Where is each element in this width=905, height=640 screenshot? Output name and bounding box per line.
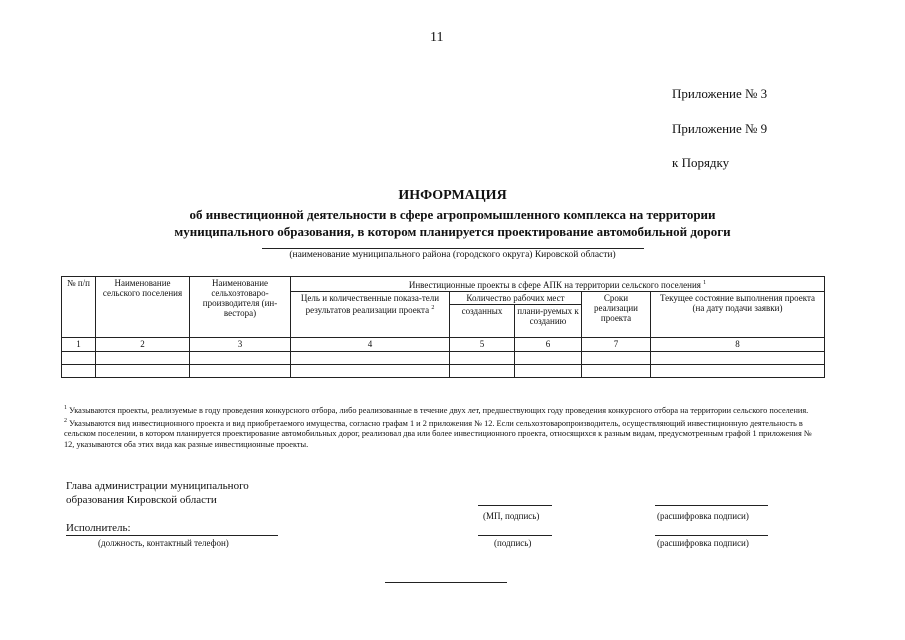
header-col-num: № п/п bbox=[62, 277, 96, 338]
to-order-label: к Порядку bbox=[672, 155, 730, 170]
header-col-planned: плани-руемых к созданию bbox=[515, 305, 582, 338]
header-group-projects: Инвестиционные проекты в сфере АПК на территории сельского поселения $^1$ bbox=[291, 277, 825, 292]
header-group-jobs: Количество рабочих мест bbox=[450, 292, 582, 305]
appendix-3-label: Приложение № 3 bbox=[672, 86, 768, 101]
appendix-9-label: Приложение № 9 bbox=[672, 121, 768, 136]
head-title-line-1: Глава администрации муниципального bbox=[66, 480, 249, 492]
header-col-terms: Сроки реализации проекта bbox=[582, 292, 651, 338]
footnote-1: $^1$ Указываются проекты, реализуемые в году проведения конкурсного отбора, либо реализованные в течение двух лет, предшествующих году проведения конкурсного отбора на территории сельского поселения. bbox=[64, 405, 809, 415]
document-subtitle-line-2: муниципального образования, в котором планируется проектирование автомобильной дороги bbox=[174, 224, 731, 239]
document-subtitle-line-1: об инвестиционной деятельности в сфере агропромышленного комплекса на территории bbox=[189, 207, 716, 222]
signature-line bbox=[478, 535, 552, 536]
column-number: 4 bbox=[291, 338, 450, 352]
footnote-2: $^2$ Указываются вид инвестиционного проекта и вид приобретаемого имущества, согласно графам 1 и 2 приложения № 12. Если сельхозтоваропроизводитель, осуществляющий инвестиционную деятельность в сельском поселении, в котором планируется проектирование автомобильных дорог, реализовал два или более инвестиционного проекта, относящихся к разным видам, предусмотренным графой 1 приложения № 12, указываются оба этих вида как разные инвестиционные проекты. bbox=[64, 418, 812, 449]
column-number: 6 bbox=[515, 338, 582, 352]
footnotes bbox=[64, 403, 824, 450]
header-col-goal: Цель и количественные показа-тели результатов реализации проекта $^2$ bbox=[291, 292, 450, 338]
column-number: 1 bbox=[62, 338, 96, 352]
column-number: 8 bbox=[651, 338, 825, 352]
signature-line bbox=[655, 505, 768, 506]
header-col-created: созданных bbox=[450, 305, 515, 338]
document-title: ИНФОРМАЦИЯ bbox=[398, 188, 507, 203]
footnote-ref-2: 2 bbox=[431, 305, 435, 311]
decoding-caption-1: (расшифровка подписи) bbox=[657, 511, 749, 521]
column-numbers-row bbox=[62, 338, 825, 352]
executor-label: Исполнитель: bbox=[66, 522, 131, 534]
signature-caption: (подпись) bbox=[494, 538, 532, 548]
empty-row bbox=[62, 352, 825, 365]
investment-info-table bbox=[61, 276, 825, 378]
column-number: 2 bbox=[96, 338, 190, 352]
position-phone-caption: (должность, контактный телефон) bbox=[98, 538, 229, 548]
column-number: 7 bbox=[582, 338, 651, 352]
header-col-producer: Наименование сельхозтоваро-производителя (ин-вестора) bbox=[190, 277, 291, 338]
header-col-settlement: Наименование сельского поселения bbox=[96, 277, 190, 338]
column-number: 3 bbox=[190, 338, 291, 352]
signature-line bbox=[478, 505, 552, 506]
district-name-line bbox=[262, 248, 644, 249]
column-number: 5 bbox=[450, 338, 515, 352]
empty-row bbox=[62, 365, 825, 378]
mp-signature-caption: (МП, подпись) bbox=[483, 511, 540, 521]
district-caption: (наименование муниципального района (городского округа) Кировской области) bbox=[289, 250, 616, 260]
page-number: 11 bbox=[430, 30, 444, 45]
signature-line bbox=[655, 535, 768, 536]
decoding-caption-2: (расшифровка подписи) bbox=[657, 538, 749, 548]
executor-line bbox=[66, 535, 278, 536]
header-col-status: Текущее состояние выполнения проекта (на дату подачи заявки) bbox=[651, 292, 825, 338]
head-title-line-2: образования Кировской области bbox=[66, 494, 217, 506]
bottom-separator-line bbox=[385, 582, 507, 583]
footnote-ref-1: 1 bbox=[703, 280, 707, 286]
